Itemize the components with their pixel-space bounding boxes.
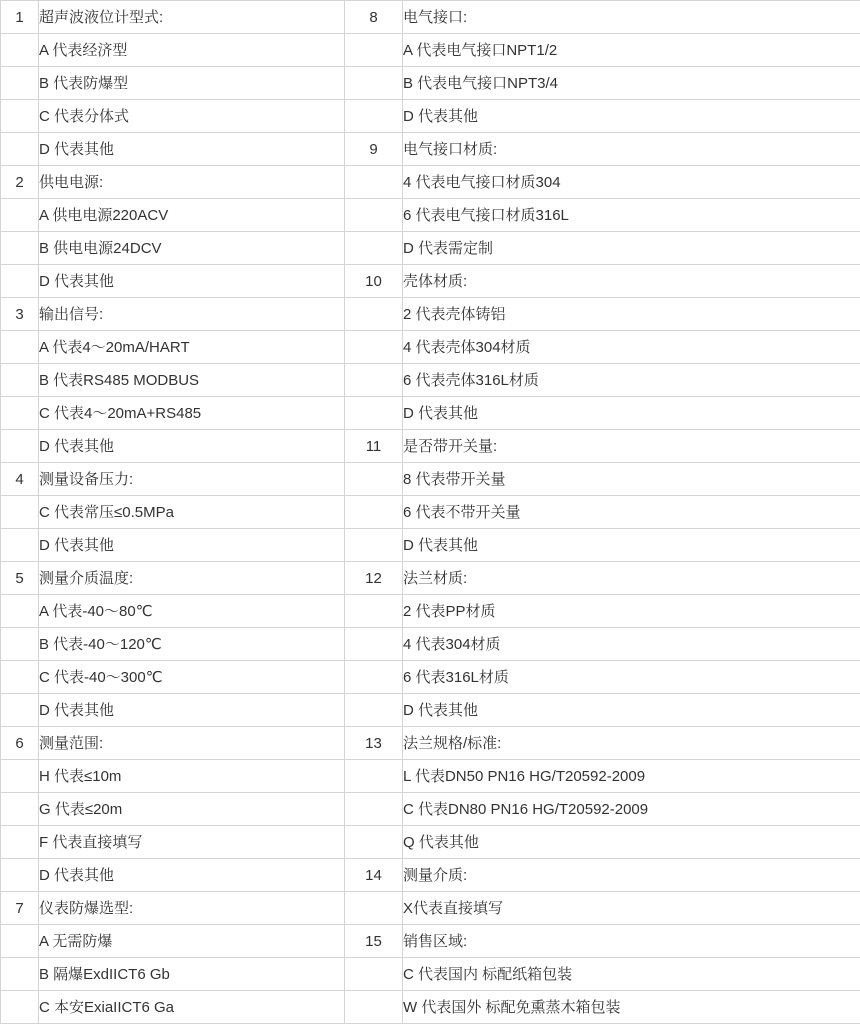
item-text-cell-left: C 本安ExiaIICT6 Ga <box>39 991 345 1024</box>
item-text-cell-right: 6 代表不带开关量 <box>403 496 860 529</box>
item-number-cell-left <box>1 661 39 694</box>
item-number-cell-left: 3 <box>1 298 39 331</box>
item-text-cell-left: D 代表其他 <box>39 859 345 892</box>
item-number-cell-right: 12 <box>345 562 403 595</box>
item-text-cell-left: D 代表其他 <box>39 529 345 562</box>
item-number-cell-right <box>345 529 403 562</box>
item-text-cell-right: 2 代表壳体铸铝 <box>403 298 860 331</box>
item-number-cell-left <box>1 133 39 166</box>
item-text-cell-right: 电气接口: <box>403 1 860 34</box>
table-row <box>1 793 860 826</box>
item-text-cell-right: D 代表需定制 <box>403 232 860 265</box>
table-row <box>1 595 860 628</box>
item-number-cell-right <box>345 991 403 1024</box>
item-number-cell-right <box>345 397 403 430</box>
item-number-cell-left <box>1 991 39 1024</box>
item-number-cell-left <box>1 694 39 727</box>
item-text-cell-left: D 代表其他 <box>39 430 345 463</box>
table-row <box>1 298 860 331</box>
table-row <box>1 331 860 364</box>
item-number-cell-left <box>1 265 39 298</box>
item-number-cell-left <box>1 496 39 529</box>
item-text-cell-right: D 代表其他 <box>403 100 860 133</box>
item-text-cell-left: D 代表其他 <box>39 265 345 298</box>
item-text-cell-right: X代表直接填写 <box>403 892 860 925</box>
item-number-cell-right <box>345 892 403 925</box>
item-text-cell-right: Q 代表其他 <box>403 826 860 859</box>
item-text-cell-left: 测量范围: <box>39 727 345 760</box>
item-text-cell-right: D 代表其他 <box>403 694 860 727</box>
item-text-cell-right: 是否带开关量: <box>403 430 860 463</box>
item-number-cell-right <box>345 67 403 100</box>
table-row <box>1 892 860 925</box>
item-number-cell-left: 1 <box>1 1 39 34</box>
item-number-cell-left <box>1 628 39 661</box>
table-row <box>1 496 860 529</box>
item-number-cell-right: 10 <box>345 265 403 298</box>
item-number-cell-right: 9 <box>345 133 403 166</box>
item-text-cell-left: A 无需防爆 <box>39 925 345 958</box>
item-number-cell-left <box>1 199 39 232</box>
item-number-cell-left <box>1 760 39 793</box>
item-text-cell-left: B 代表防爆型 <box>39 67 345 100</box>
item-text-cell-left: A 供电电源220ACV <box>39 199 345 232</box>
item-text-cell-left: 超声波液位计型式: <box>39 1 345 34</box>
item-text-cell-right: 6 代表电气接口材质316L <box>403 199 860 232</box>
item-number-cell-left: 6 <box>1 727 39 760</box>
item-number-cell-right <box>345 496 403 529</box>
item-text-cell-right: D 代表其他 <box>403 529 860 562</box>
item-text-cell-right: 4 代表壳体304材质 <box>403 331 860 364</box>
item-number-cell-left <box>1 331 39 364</box>
table-row <box>1 232 860 265</box>
spec-table-body <box>1 1 860 1024</box>
item-number-cell-left <box>1 793 39 826</box>
item-number-cell-right: 11 <box>345 430 403 463</box>
item-number-cell-right <box>345 199 403 232</box>
table-row <box>1 826 860 859</box>
item-text-cell-left: 测量介质温度: <box>39 562 345 595</box>
item-text-cell-right: 电气接口材质: <box>403 133 860 166</box>
item-text-cell-left: B 隔爆ExdIICT6 Gb <box>39 958 345 991</box>
item-text-cell-right: D 代表其他 <box>403 397 860 430</box>
item-number-cell-left <box>1 859 39 892</box>
item-text-cell-left: B 代表-40～120℃ <box>39 628 345 661</box>
table-row <box>1 925 860 958</box>
item-text-cell-right: 壳体材质: <box>403 265 860 298</box>
item-text-cell-left: G 代表≤20m <box>39 793 345 826</box>
item-number-cell-left: 2 <box>1 166 39 199</box>
item-text-cell-right: W 代表国外 标配免熏蒸木箱包装 <box>403 991 860 1024</box>
table-row <box>1 661 860 694</box>
item-number-cell-left <box>1 925 39 958</box>
item-text-cell-left: A 代表4～20mA/HART <box>39 331 345 364</box>
item-text-cell-left: D 代表其他 <box>39 133 345 166</box>
table-row <box>1 199 860 232</box>
item-text-cell-left: B 供电电源24DCV <box>39 232 345 265</box>
item-number-cell-right <box>345 793 403 826</box>
item-text-cell-right: 8 代表带开关量 <box>403 463 860 496</box>
item-number-cell-left <box>1 34 39 67</box>
item-number-cell-right <box>345 232 403 265</box>
table-row <box>1 529 860 562</box>
item-text-cell-right: C 代表DN80 PN16 HG/T20592-2009 <box>403 793 860 826</box>
item-text-cell-left: A 代表-40～80℃ <box>39 595 345 628</box>
item-number-cell-right: 14 <box>345 859 403 892</box>
item-number-cell-right <box>345 694 403 727</box>
table-row <box>1 364 860 397</box>
item-number-cell-right: 15 <box>345 925 403 958</box>
table-row <box>1 166 860 199</box>
item-text-cell-right: 法兰材质: <box>403 562 860 595</box>
item-number-cell-right <box>345 595 403 628</box>
item-number-cell-right <box>345 166 403 199</box>
item-text-cell-left: 供电电源: <box>39 166 345 199</box>
table-row <box>1 133 860 166</box>
item-text-cell-right: B 代表电气接口NPT3/4 <box>403 67 860 100</box>
item-number-cell-left <box>1 100 39 133</box>
item-number-cell-left <box>1 595 39 628</box>
item-number-cell-right <box>345 463 403 496</box>
item-text-cell-right: L 代表DN50 PN16 HG/T20592-2009 <box>403 760 860 793</box>
item-text-cell-right: C 代表国内 标配纸箱包装 <box>403 958 860 991</box>
table-row <box>1 958 860 991</box>
item-number-cell-right <box>345 298 403 331</box>
item-text-cell-left: 测量设备压力: <box>39 463 345 496</box>
item-number-cell-right <box>345 331 403 364</box>
item-number-cell-right <box>345 34 403 67</box>
item-text-cell-right: 测量介质: <box>403 859 860 892</box>
table-row <box>1 694 860 727</box>
table-row <box>1 760 860 793</box>
table-row <box>1 100 860 133</box>
item-number-cell-right <box>345 826 403 859</box>
item-number-cell-right <box>345 760 403 793</box>
table-row <box>1 1 860 34</box>
item-text-cell-left: D 代表其他 <box>39 694 345 727</box>
table-row <box>1 397 860 430</box>
item-text-cell-right: 销售区域: <box>403 925 860 958</box>
table-row <box>1 562 860 595</box>
table-row <box>1 265 860 298</box>
table-row <box>1 463 860 496</box>
item-text-cell-left: C 代表分体式 <box>39 100 345 133</box>
item-number-cell-left <box>1 529 39 562</box>
item-text-cell-left: C 代表4～20mA+RS485 <box>39 397 345 430</box>
table-row <box>1 628 860 661</box>
item-number-cell-left: 4 <box>1 463 39 496</box>
item-number-cell-left <box>1 364 39 397</box>
item-text-cell-left: C 代表-40～300℃ <box>39 661 345 694</box>
item-number-cell-right <box>345 958 403 991</box>
item-text-cell-right: 4 代表304材质 <box>403 628 860 661</box>
item-number-cell-left <box>1 67 39 100</box>
item-number-cell-left <box>1 958 39 991</box>
item-text-cell-left: 输出信号: <box>39 298 345 331</box>
item-text-cell-left: A 代表经济型 <box>39 34 345 67</box>
table-row <box>1 859 860 892</box>
item-text-cell-right: 6 代表316L材质 <box>403 661 860 694</box>
item-text-cell-right: 4 代表电气接口材质304 <box>403 166 860 199</box>
item-text-cell-right: 6 代表壳体316L材质 <box>403 364 860 397</box>
item-number-cell-left <box>1 232 39 265</box>
item-text-cell-right: A 代表电气接口NPT1/2 <box>403 34 860 67</box>
table-row <box>1 34 860 67</box>
item-number-cell-left <box>1 430 39 463</box>
item-text-cell-right: 法兰规格/标准: <box>403 727 860 760</box>
item-number-cell-right: 8 <box>345 1 403 34</box>
item-text-cell-left: H 代表≤10m <box>39 760 345 793</box>
table-row <box>1 430 860 463</box>
item-text-cell-left: B 代表RS485 MODBUS <box>39 364 345 397</box>
item-number-cell-left: 5 <box>1 562 39 595</box>
item-text-cell-left: 仪表防爆选型: <box>39 892 345 925</box>
item-number-cell-right <box>345 100 403 133</box>
item-number-cell-right <box>345 661 403 694</box>
item-number-cell-right: 13 <box>345 727 403 760</box>
item-number-cell-right <box>345 364 403 397</box>
item-number-cell-left <box>1 826 39 859</box>
item-text-cell-left: C 代表常压≤0.5MPa <box>39 496 345 529</box>
item-number-cell-left: 7 <box>1 892 39 925</box>
table-row <box>1 727 860 760</box>
item-text-cell-left: F 代表直接填写 <box>39 826 345 859</box>
item-number-cell-right <box>345 628 403 661</box>
item-text-cell-right: 2 代表PP材质 <box>403 595 860 628</box>
item-number-cell-left <box>1 397 39 430</box>
table-row <box>1 67 860 100</box>
table-row <box>1 991 860 1024</box>
